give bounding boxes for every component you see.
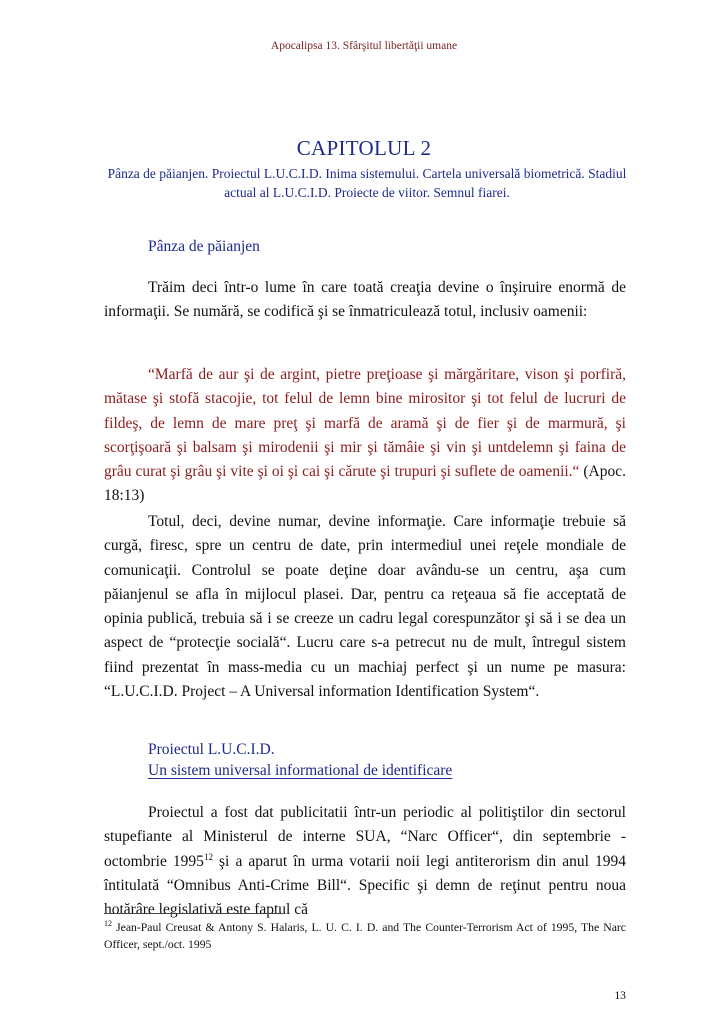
footnote-separator (104, 913, 282, 914)
footnote-reference[interactable]: 12 (203, 851, 213, 862)
footnote (104, 919, 626, 953)
paragraph-intro: Trăim deci într-o lume în care toată creaţia devine o înşiruire enormă de informaţii. Se numără, se codifică şi se înmatriculează totul, inclusiv oamenii: (104, 279, 626, 321)
footnote-number: 12 (104, 919, 112, 929)
footnote-text: Jean-Paul Creusat & Antony S. Halaris, L. U. C. I. D. and The Counter-Terrorism Act of 1995, The Narc Officer, sept./oct. 1995 (104, 921, 626, 951)
paragraph-lucid-project (104, 801, 626, 922)
chapter-title: CAPITOLUL 2 (296, 136, 432, 160)
paragraph-lucid-text-2: şi a aparut în urma votarii noii legi antiterorism din anul 1994 întitulată “Omnibus Anti-Crime Bill“. Specific şi demn de reţinut pentru noua hotărâre legislativă este faptul că (104, 852, 627, 919)
paragraph-information: Totul, deci, devine numar, devine informaţie. Care informaţie trebuie să curgă, firesc, spre un centru de date, prin intermediul unei reţele mondiale de comunicaţii. Controlul se poate deţine doar avându-se un centru, aşa cum păianjenul se afla în mijlocul plasei. Dar, pentru ca reţeaua să fie acceptată de opinia publică, trebuia să i se creeze un cadru legal corespunzător şi să i se dea un aspect de “protecţie socială“. Lucru care s-a petrecut nu de mult, întregul sistem fiind prezentat în mass-media cu un machiaj perfect şi un nume pe masura: “L.U.C.I.D. Project – A Universal information Identification System“. (104, 513, 626, 701)
quote-reference: (Apoc. 18:13) (104, 463, 626, 505)
paragraph-quote (104, 363, 626, 509)
page-number: 13 (614, 989, 626, 1002)
chapter-subtitle: Pânza de păianjen. Proiectul L.U.C.I.D. Inima sistemului. Cartela universală biometrică. Stadiul actual al L.U.C.I.D. Proiecte de viitor. Semnul fiarei. (107, 166, 627, 200)
paragraph-lucid-text-1: Proiectul a fost dat publicitatii într-un periodic al politiştilor din sectorul stupefiante al Ministerul de interne SUA, “Narc Officer“, din septembrie - octombrie 1995 (104, 804, 626, 870)
running-header: Apocalipsa 13. Sfârşitul libertăţii umane (270, 40, 458, 52)
section-subheading-lucid: Un sistem universal informational de identificare (148, 762, 453, 779)
section-heading-lucid: Proiectul L.U.C.I.D. (148, 741, 275, 758)
section-heading-spider-web: Pânza de păianjen (148, 238, 260, 255)
bible-quote: “Marfă de aur şi de argint, pietre preţioase şi mărgăritare, vison şi porfiră, mătase şi stofă stacojie, tot felul de lemn bine mirositor şi tot felul de lucruri de fildeş, de lemn de mare preţ şi marfă de aramă şi de fier şi de marmură, şi scorţişoară şi balsam şi mirodenii şi mir şi tămâie şi vin şi untdelemn şi faina de grâu curat şi grâu şi vite şi oi şi cai şi cărute şi trupuri şi suflete de oamenii.“ (104, 366, 626, 481)
